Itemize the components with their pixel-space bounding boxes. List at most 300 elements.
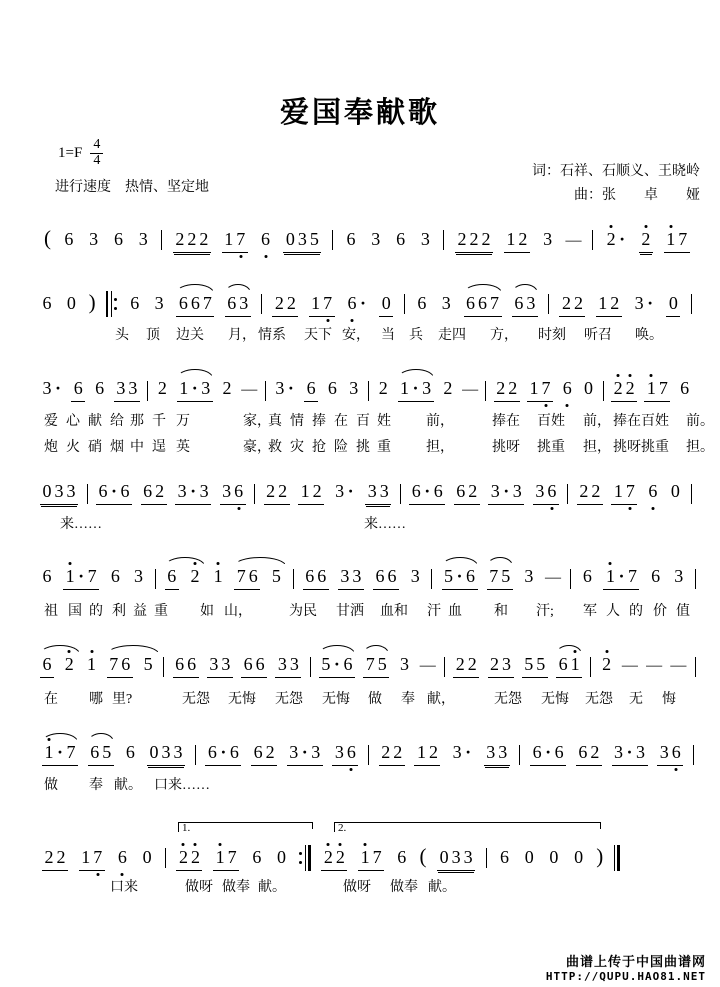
note-digit: 3 [502, 654, 512, 674]
held-note-dash: — [462, 381, 479, 398]
note-group [241, 654, 267, 678]
note-digit: 1 [570, 654, 580, 674]
lyric-text: 豪， [243, 440, 271, 455]
barline [368, 745, 369, 765]
augmentation-dot: · [456, 566, 463, 586]
lyric-text: 做奉 [222, 880, 250, 895]
note-digit: 3 [66, 481, 76, 501]
note-digit: 6 [500, 847, 509, 867]
note-digit: 7 [627, 566, 637, 586]
note-group [379, 742, 405, 766]
note-digit: 5 [444, 566, 454, 586]
note-digit: 6 [110, 566, 120, 586]
barline [485, 381, 486, 401]
note-group [454, 481, 480, 505]
note-digit: 2 [613, 378, 623, 398]
note-group [333, 481, 357, 502]
lyric-text: 险 [334, 440, 348, 455]
note-digit: 3 [463, 847, 473, 867]
lyric-text: 血 [448, 604, 462, 619]
note-digit: 6 [456, 481, 466, 501]
time-signature-numerator: 4 [90, 138, 103, 154]
note-group [418, 229, 432, 250]
note-digit: 0 [142, 847, 152, 867]
note-group [484, 742, 510, 766]
note-group [358, 847, 384, 871]
note-digit: 2 [591, 481, 601, 501]
note-digit: 3 [89, 229, 99, 249]
lyric-text: 做奉 [390, 880, 418, 895]
note-group [345, 293, 369, 314]
augmentation-dot: · [359, 293, 366, 313]
lyric-text: 无悔 [541, 692, 569, 707]
note-digit: 3 [277, 654, 287, 674]
lyric-text: 听召 [584, 328, 612, 343]
note-group [363, 654, 389, 678]
note-digit: 1 [506, 229, 516, 249]
note-digit: 0 [670, 481, 680, 501]
lyric-text: 山， [224, 604, 252, 619]
note-digit: 0 [524, 847, 534, 867]
lyric-text: 情 [290, 414, 304, 429]
note-group [108, 566, 122, 587]
note-digit: 6 [397, 847, 407, 867]
note-digit: 6 [466, 566, 476, 586]
lyric-text: 在 [44, 692, 58, 707]
note-group [394, 229, 408, 250]
note-group [664, 229, 690, 253]
barline [254, 484, 255, 504]
lyric-text: 在 [334, 414, 348, 429]
barline [368, 381, 369, 401]
note-group [304, 378, 318, 402]
lyric-text: 来…… [60, 517, 102, 532]
note-group [275, 847, 289, 868]
note-digit: 3 [441, 293, 451, 313]
note-digit: 2 [278, 481, 288, 501]
note-digit: 0 [42, 481, 52, 501]
note-group [464, 293, 502, 317]
note-digit: 3 [209, 654, 219, 674]
note-group [611, 378, 637, 402]
note-group [504, 229, 530, 253]
note-digit: 6 [117, 847, 127, 867]
note-group [259, 229, 273, 250]
note-digit: 3 [311, 742, 321, 762]
note-group [365, 481, 391, 505]
note-digit: 6 [243, 654, 253, 674]
lyric-text: 里? [112, 692, 133, 707]
barline [161, 230, 162, 250]
barline [147, 381, 148, 401]
note-group [612, 742, 648, 766]
lyric-text: 价 [653, 604, 667, 619]
lyric-text: 军 [583, 604, 597, 619]
volta-label: 2. [338, 822, 347, 834]
lyric-text: 的 [629, 604, 643, 619]
note-digit: 2 [625, 378, 635, 398]
note-digit: 2 [64, 654, 74, 674]
lyric-text: 万 [176, 414, 190, 429]
note-digit: 5 [143, 654, 153, 674]
held-note-dash: — [646, 657, 663, 674]
note-group [173, 654, 199, 678]
lyric-text: 做 [368, 692, 382, 707]
note-digit: 3 [42, 378, 52, 398]
note-digit: 6 [227, 293, 237, 313]
lyric-text: 硝 [88, 440, 102, 455]
note-digit: 0 [584, 378, 594, 398]
note-group [347, 378, 361, 399]
note-digit: 6 [120, 481, 130, 501]
barline [695, 569, 696, 589]
note-digit: 2 [187, 229, 197, 249]
note-group [79, 847, 105, 871]
note-group [369, 229, 383, 250]
note-digit: 7 [227, 847, 237, 867]
note-digit: 3 [452, 742, 462, 762]
note-digit: 6 [396, 229, 406, 249]
note-digit: 3 [352, 566, 362, 586]
note-digit: 3 [222, 481, 232, 501]
note-digit: 6 [466, 293, 476, 313]
note-group [114, 378, 140, 402]
note-digit: 7 [109, 654, 119, 674]
lyric-text: 奉 [89, 778, 103, 793]
notation-line-7 [42, 742, 694, 766]
lyric-text: 挑重 [537, 440, 565, 455]
lyric-text: 人 [606, 604, 620, 619]
note-digit: 6 [317, 566, 327, 586]
lyric-text: 献， [427, 692, 455, 707]
note-digit: 1 [224, 229, 234, 249]
barline [691, 294, 692, 314]
note-digit: 5 [524, 654, 534, 674]
note-group [264, 481, 290, 505]
note-group [220, 378, 234, 399]
note-digit: 7 [490, 293, 500, 313]
lyric-text: 重 [377, 440, 391, 455]
note-digit: 2 [157, 378, 167, 398]
note-digit: 6 [207, 742, 217, 762]
note-digit: 3 [659, 742, 669, 762]
augmentation-dot: · [545, 742, 552, 762]
note-group [560, 378, 574, 399]
lyric-text: 国 [68, 604, 82, 619]
note-digit: 2 [190, 847, 200, 867]
note-group [603, 566, 639, 590]
note-digit: 1 [81, 847, 91, 867]
note-group [559, 293, 585, 317]
note-group [309, 293, 335, 317]
note-group [152, 293, 166, 314]
note-digit: 7 [678, 229, 688, 249]
note-digit: 3 [334, 742, 344, 762]
note-group [250, 847, 264, 868]
note-group [487, 566, 513, 590]
note-group [111, 229, 125, 250]
note-group [140, 847, 154, 868]
lyricist-credit: 词：石祥、石顺义、王晓岭 [532, 164, 700, 179]
lyric-text: 走四 [438, 328, 466, 343]
note-digit: 2 [222, 378, 232, 398]
lyric-text: 和 [494, 604, 508, 619]
lyric-text: 姓 [377, 414, 391, 429]
note-group [85, 654, 99, 675]
note-digit: 7 [202, 293, 212, 313]
notation-line-8 [42, 844, 620, 871]
note-digit: 3 [535, 481, 545, 501]
note-digit: 3 [524, 566, 534, 586]
note-digit: 2 [175, 229, 185, 249]
note-group [408, 566, 422, 587]
note-group [96, 481, 132, 505]
note-digit: 1 [360, 847, 370, 867]
note-digit: 2 [56, 847, 66, 867]
lyric-text: 顶 [146, 328, 160, 343]
barline [404, 294, 405, 314]
lyric-text: 担， [583, 440, 611, 455]
note-digit: 3 [297, 229, 307, 249]
note-group [107, 654, 133, 678]
barline [265, 381, 266, 401]
note-digit: 6 [90, 742, 100, 762]
note-digit: 2 [508, 378, 518, 398]
lyric-text: 烟 [110, 440, 124, 455]
note-group [488, 481, 524, 505]
lyric-text: 火 [66, 440, 80, 455]
augmentation-dot: · [503, 481, 510, 501]
note-group [376, 378, 390, 399]
note-digit: 3 [133, 566, 143, 586]
note-group [530, 742, 566, 766]
note-group [283, 229, 321, 253]
lyric-text: 那 [130, 414, 144, 429]
note-digit: 6 [121, 654, 131, 674]
note-digit: 2 [641, 229, 651, 249]
lyric-text: 汗 [427, 604, 441, 619]
note-digit: 2 [443, 378, 453, 398]
note-group [298, 481, 324, 505]
note-digit: 3 [410, 566, 420, 586]
barline [548, 294, 549, 314]
note-group [42, 742, 78, 766]
note-digit: 6 [261, 229, 270, 249]
note-group [155, 378, 169, 399]
note-digit: 7 [87, 566, 97, 586]
credits-block [532, 160, 700, 208]
note-digit: 5 [536, 654, 546, 674]
note-group [512, 293, 538, 317]
augmentation-dot: · [287, 378, 294, 398]
barline [590, 657, 591, 677]
note-digit: 3 [128, 378, 138, 398]
lyric-text: 如 [200, 604, 214, 619]
lyric-text: 边关 [176, 328, 204, 343]
note-digit: 2 [190, 566, 200, 586]
lyric-text: 中 [130, 440, 144, 455]
note-group [600, 654, 614, 675]
note-digit: 2 [602, 654, 612, 674]
note-digit: 0 [574, 847, 584, 867]
note-group [527, 378, 553, 402]
note-group [205, 742, 241, 766]
note-digit: 1 [605, 566, 615, 586]
note-digit: 2 [381, 742, 391, 762]
note-group [251, 742, 277, 766]
barline [570, 569, 571, 589]
lyric-text: 爱 [44, 414, 58, 429]
note-group [325, 378, 339, 399]
note-digit: 3 [173, 742, 183, 762]
note-digit: 2 [573, 293, 583, 313]
note-group [488, 654, 514, 678]
note-group [522, 847, 536, 868]
note-group [269, 566, 283, 587]
lyric-text: 心 [66, 414, 80, 429]
note-digit: 6 [64, 229, 74, 249]
note-group [414, 742, 440, 766]
augmentation-dot: · [347, 481, 354, 501]
note-digit: 1 [598, 293, 608, 313]
note-digit: 1 [613, 481, 623, 501]
repeat-end-barline [299, 845, 311, 871]
note-digit: 6 [387, 566, 397, 586]
note-group [494, 378, 520, 402]
note-digit: 1 [44, 742, 54, 762]
note-group [644, 378, 670, 402]
lyric-text: 家， [243, 414, 271, 429]
notation-line-2 [40, 290, 692, 317]
note-digit: 3 [177, 481, 187, 501]
note-digit: 6 [558, 654, 568, 674]
lyric-text: 灾 [290, 440, 304, 455]
note-digit: 0 [439, 847, 449, 867]
lyric-text: 给 [110, 414, 124, 429]
note-group [287, 742, 323, 766]
tempo-marking: 进行速度 热情、坚定地 [55, 180, 209, 195]
note-digit: 0 [149, 742, 159, 762]
lyric-text: 时刻 [538, 328, 566, 343]
note-digit: 3 [636, 742, 646, 762]
note-group [211, 566, 225, 587]
note-group [42, 847, 68, 871]
note-digit: 7 [541, 378, 551, 398]
parenthesis: ) [88, 290, 96, 314]
note-digit: 2 [265, 742, 275, 762]
note-group [373, 566, 399, 590]
note-digit: 1 [646, 378, 656, 398]
note-digit: 3 [634, 293, 644, 313]
barline [261, 294, 262, 314]
composer-credit: 曲：张 卓 娅 [574, 187, 700, 203]
barline [691, 484, 692, 504]
lyric-text: 英 [176, 440, 190, 455]
note-digit: 0 [668, 293, 678, 313]
note-group [547, 847, 561, 868]
note-group [379, 293, 393, 317]
note-digit: 6 [680, 378, 690, 398]
lyric-text: 兵 [409, 328, 423, 343]
note-group [177, 378, 213, 402]
note-group [141, 481, 167, 505]
note-digit: 6 [252, 847, 262, 867]
parenthesis: ( [44, 226, 51, 250]
note-digit: 6 [651, 566, 661, 586]
note-digit: 2 [467, 654, 477, 674]
note-digit: 2 [457, 229, 467, 249]
note-group [176, 293, 214, 317]
lyric-text: 献 [88, 414, 102, 429]
note-digit: 2 [312, 481, 322, 501]
song-title: 爱国奉献歌 [279, 97, 440, 129]
lyric-text: 前。 [686, 414, 714, 429]
note-digit: 3 [154, 293, 164, 313]
note-group [272, 293, 298, 317]
note-digit: 6 [187, 654, 197, 674]
lyric-text: 献。 [114, 778, 142, 793]
note-digit: 2 [590, 742, 600, 762]
note-digit: 3 [289, 654, 299, 674]
note-group [275, 654, 301, 678]
held-note-dash: — [545, 569, 561, 586]
barline [603, 381, 604, 401]
lyric-text: 无悔 [322, 692, 350, 707]
note-group [207, 654, 233, 678]
note-digit: 6 [582, 566, 592, 586]
note-group [40, 566, 54, 587]
note-group [303, 566, 329, 590]
note-digit: 1 [529, 378, 539, 398]
augmentation-dot: · [412, 378, 419, 398]
note-group [580, 566, 594, 587]
note-group [657, 742, 683, 766]
note-digit: 2 [323, 847, 333, 867]
note-digit: 6 [347, 293, 357, 313]
notation-line-6 [40, 654, 696, 678]
barline [486, 848, 487, 868]
note-digit: 6 [42, 293, 52, 313]
watermark-site-name: 曲谱上传于中国曲谱网 [565, 954, 706, 969]
note-digit: 3 [161, 742, 171, 762]
note-digit: 2 [496, 378, 506, 398]
note-digit: 6 [478, 293, 488, 313]
note-digit: 6 [305, 566, 315, 586]
note-digit: 2 [178, 847, 188, 867]
key-label: 1=F [58, 144, 83, 161]
note-digit: 5 [102, 742, 112, 762]
note-digit: 0 [381, 293, 391, 313]
lyric-text: 前， [583, 414, 611, 429]
note-digit: 3 [239, 293, 249, 313]
note-group [646, 481, 660, 502]
note-digit: 6 [143, 481, 153, 501]
note-group [213, 847, 239, 871]
lyric-text: 捧在百姓 [613, 414, 669, 429]
note-group [40, 378, 64, 399]
lyric-text: 无怨 [585, 692, 613, 707]
note-digit: 6 [73, 378, 83, 398]
note-digit: 2 [561, 293, 571, 313]
lyric-text: 为民 [289, 604, 317, 619]
augmentation-dot: · [190, 481, 197, 501]
barline [400, 484, 401, 504]
note-group [225, 293, 251, 317]
note-group [576, 742, 602, 766]
note-group [522, 566, 536, 587]
note-digit: 3 [201, 378, 211, 398]
lyric-text: 值 [676, 604, 690, 619]
